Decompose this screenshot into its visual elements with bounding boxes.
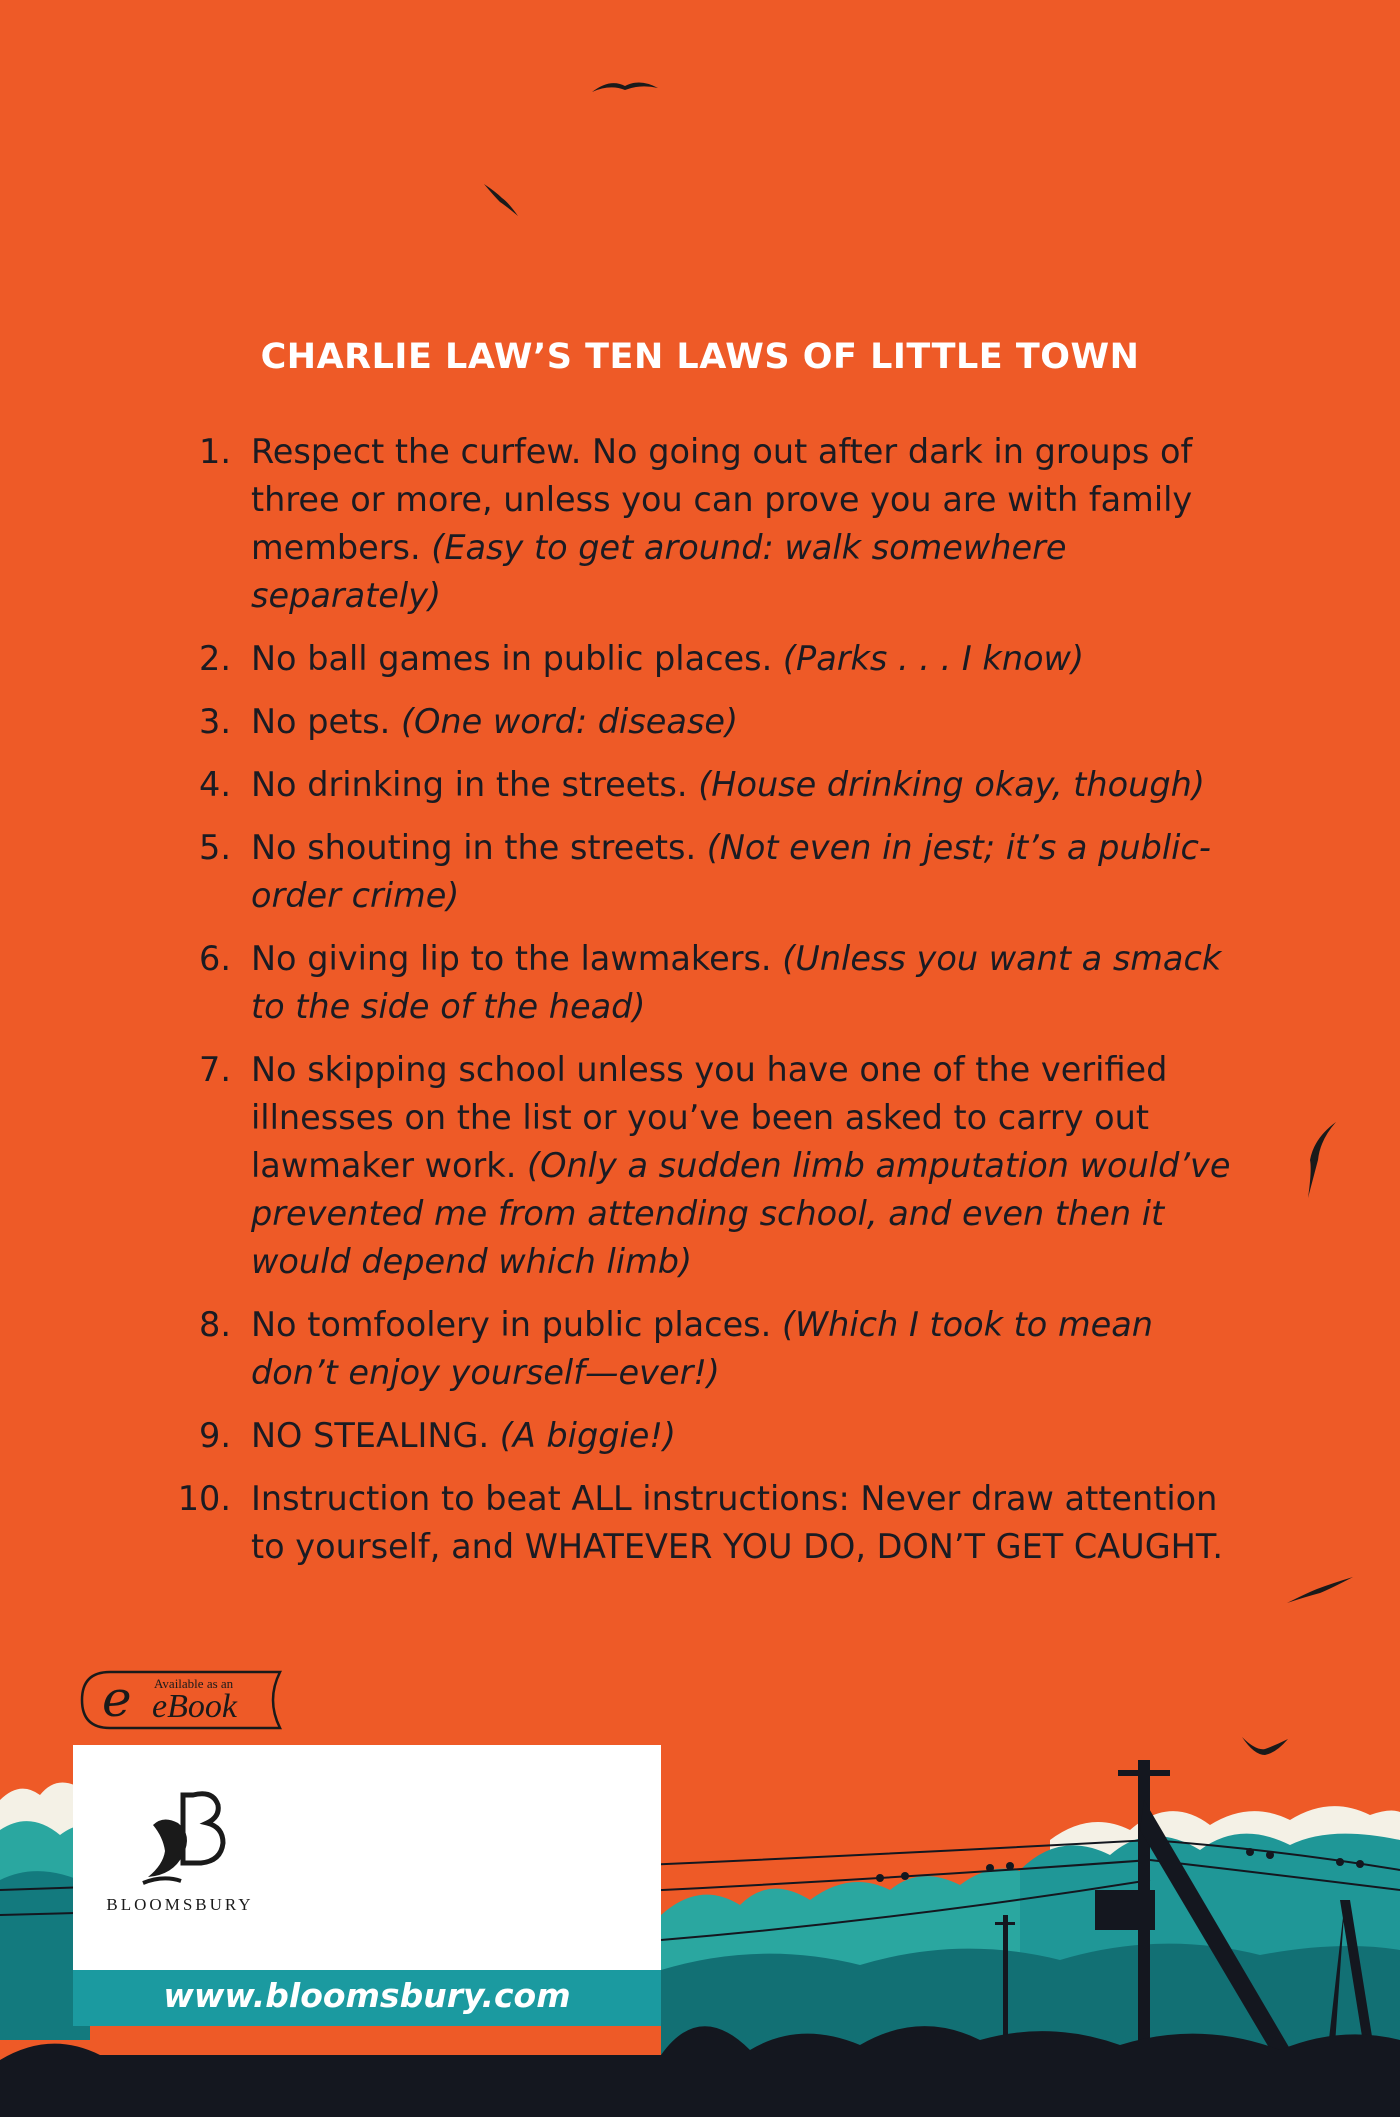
bird-icon xyxy=(482,180,522,220)
bird-icon xyxy=(1300,1120,1340,1200)
law-note: (Only a sudden limb amputation would’ve prevented me from attending school, and even then it would depend which limb) xyxy=(251,1146,1231,1281)
law-body xyxy=(251,761,1240,809)
law-text: No pets. xyxy=(251,702,391,741)
law-text: No drinking in the streets. xyxy=(251,765,688,804)
list-item xyxy=(140,428,1240,620)
law-body xyxy=(251,1475,1240,1571)
law-note: (Not even in jest; it’s a public-order crime) xyxy=(251,828,1211,915)
list-item xyxy=(140,1046,1240,1286)
law-note: (Easy to get around: walk somewhere separately) xyxy=(251,528,1067,615)
law-number: 5. xyxy=(199,828,231,867)
law-number: 9. xyxy=(199,1416,231,1455)
ebook-letter: e xyxy=(102,1670,132,1728)
law-text: Instruction to beat ALL instructions: Never draw attention to yourself, and WHATEVER YOU DO, DON’T GET CAUGHT. xyxy=(251,1479,1223,1566)
book-list-title: CHARLIE LAW’S TEN LAWS OF LITTLE TOWN xyxy=(260,337,1140,377)
law-note: (Parks . . . I know) xyxy=(782,639,1085,678)
list-item xyxy=(140,1412,1240,1460)
law-body xyxy=(251,635,1240,683)
law-text: No ball games in public places. xyxy=(251,639,773,678)
laws-list xyxy=(140,428,1240,1586)
list-item xyxy=(140,1301,1240,1397)
law-text: No giving lip to the lawmakers. xyxy=(251,939,772,978)
ebook-available-text: Available as an xyxy=(154,1676,234,1691)
list-item xyxy=(140,935,1240,1031)
law-number: 8. xyxy=(199,1305,231,1344)
law-text: No shouting in the streets. xyxy=(251,828,697,867)
list-item xyxy=(140,761,1240,809)
law-number: 10. xyxy=(177,1479,231,1518)
law-note: (House drinking okay, though) xyxy=(698,765,1205,804)
law-text: No tomfoolery in public places. xyxy=(251,1305,772,1344)
law-number: 1. xyxy=(199,432,231,471)
bird-icon xyxy=(1285,1575,1355,1605)
bird-icon xyxy=(590,76,660,96)
publisher-url-bar xyxy=(73,1970,661,2026)
list-item xyxy=(140,824,1240,920)
law-body xyxy=(251,1301,1240,1397)
law-number: 2. xyxy=(199,639,231,678)
law-number: 7. xyxy=(199,1050,231,1089)
ebook-badge xyxy=(80,1670,290,1730)
list-item xyxy=(140,1475,1240,1571)
law-body xyxy=(251,935,1240,1031)
law-body xyxy=(251,1046,1240,1286)
law-note: (Unless you want a smack to the side of the head) xyxy=(251,939,1222,1026)
law-note: (A biggie!) xyxy=(499,1416,676,1455)
law-body xyxy=(251,824,1240,920)
publisher-name: BLOOMSBURY xyxy=(106,1895,254,1914)
law-note: (One word: disease) xyxy=(400,702,739,741)
law-number: 3. xyxy=(199,702,231,741)
law-number: 4. xyxy=(199,765,231,804)
law-body xyxy=(251,428,1240,620)
ebook-label: eBook xyxy=(152,1688,237,1725)
law-note: (Which I took to mean don’t enjoy yourself—ever!) xyxy=(251,1305,1153,1392)
law-body xyxy=(251,698,1240,746)
law-number: 6. xyxy=(199,939,231,978)
law-text: No skipping school unless you have one of the verified illnesses on the list or you’ve been asked to carry out lawmaker work. xyxy=(251,1050,1168,1185)
publisher-url: www.bloomsbury.com xyxy=(163,1976,571,2015)
law-text: Respect the curfew. No going out after dark in groups of three or more, unless you can prove you are with family members. xyxy=(251,432,1193,567)
law-body xyxy=(251,1412,1240,1460)
bloomsbury-logo-icon xyxy=(123,1785,253,1895)
grass xyxy=(0,2026,1400,2117)
list-item xyxy=(140,698,1240,746)
law-text: NO STEALING. xyxy=(251,1416,490,1455)
list-item xyxy=(140,635,1240,683)
